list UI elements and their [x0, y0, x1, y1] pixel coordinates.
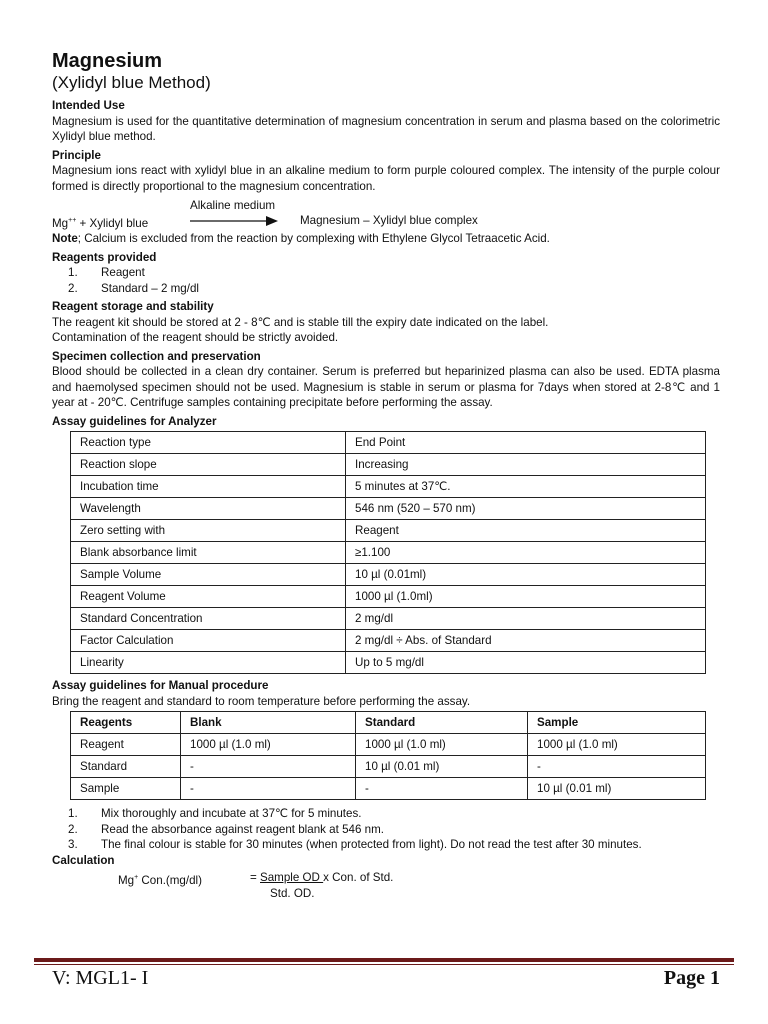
note-text: ; Calcium is excluded from the reaction by complexing with Ethylene Glycol Tetraacetic Acid. [77, 232, 550, 245]
page-subtitle: (Xylidyl blue Method) [52, 73, 211, 92]
specimen-text: Blood should be collected in a clean dry container. Serum is preferred but heparinized plasma can also be used. EDTA plasma and haemolysed specimen should not be used. Magnesium is stable in serum or plasma for 7days when stored at 2-8℃ and 1 year at - 20℃. Centrifuge samples containing precipitate before performing the assay. [52, 365, 720, 409]
reaction-equation [52, 196, 720, 230]
calculation-heading: Calculation [52, 853, 115, 867]
specimen-heading: Specimen collection and preservation [52, 349, 261, 363]
note [52, 231, 720, 247]
table-row: Reaction type End Point [71, 432, 706, 454]
reagents-provided-heading: Reagents provided [52, 250, 157, 264]
table-header-row: Reagents Blank Standard Sample [71, 712, 706, 734]
list-item: 1. Reagent [68, 266, 145, 279]
storage-line-1: The reagent kit should be stored at 2 - 8℃ and is stable till the expiry date indicated on the label. [52, 315, 549, 329]
page-title: Magnesium [52, 50, 163, 72]
storage-line-2: Contamination of the reagent should be strictly avoided. [52, 331, 339, 344]
calculation-formula [52, 868, 720, 904]
table-row: Sample Volume 10 µl (0.01ml) [71, 564, 706, 586]
table-row: Factor Calculation 2 mg/dl ÷ Abs. of Standard [71, 630, 706, 652]
table-row: Reagent 1000 µl (1.0 ml) 1000 µl (1.0 ml) 1000 µl (1.0 ml) [71, 734, 706, 756]
table-row: Blank absorbance limit ≥1.100 [71, 542, 706, 564]
principle-heading: Principle [52, 148, 101, 162]
table-row: Standard Concentration 2 mg/dl [71, 608, 706, 630]
analyzer-heading: Assay guidelines for Analyzer [52, 414, 217, 428]
manual-intro: Bring the reagent and standard to room temperature before performing the assay. [52, 694, 471, 708]
list-item: 3. The final colour is stable for 30 minutes (when protected from light). Do not read the test after 30 minutes. [68, 838, 642, 851]
reaction-condition: Alkaline medium [190, 199, 276, 212]
calc-denominator: Std. OD. [270, 887, 315, 900]
intended-use-heading: Intended Use [52, 99, 125, 112]
footer-rule-thin [34, 964, 734, 965]
procedure-steps [52, 806, 720, 853]
reactant-charge: ++ [68, 217, 77, 224]
reaction-product: Magnesium – Xylidyl blue complex [300, 214, 478, 227]
reactant-mg: Mg [52, 217, 69, 230]
footer-page-number: Page 1 [663, 967, 720, 989]
intended-use-text: Magnesium is used for the quantitative determination of magnesium concentration in serum and plasma based on the colorimetric Xylidyl blue method. [52, 114, 720, 143]
note-label: Note [52, 232, 78, 245]
list-item: 2. Read the absorbance against reagent blank at 546 nm. [68, 822, 384, 836]
reagents-provided-list [52, 265, 720, 296]
footer-rule [34, 958, 734, 962]
table-row: Standard - 10 µl (0.01 ml) - [71, 756, 706, 778]
analyzer-table [70, 431, 706, 674]
footer-version: V: MGL1- I [52, 967, 149, 989]
list-item: 2. Standard – 2 mg/dl [68, 281, 199, 295]
manual-table [70, 711, 706, 800]
storage-heading: Reagent storage and stability [52, 300, 214, 313]
calc-label: Mg+ Con.(mg/dl) [118, 874, 202, 887]
table-row: Incubation time 5 minutes at 37℃. [71, 476, 706, 498]
manual-heading: Assay guidelines for Manual procedure [52, 679, 269, 692]
table-row: Linearity Up to 5 mg/dl [71, 652, 706, 674]
table-row: Reaction slope Increasing [71, 454, 706, 476]
table-row: Zero setting with Reagent [71, 520, 706, 542]
table-row: Wavelength 546 nm (520 – 570 nm) [71, 498, 706, 520]
table-row: Reagent Volume 1000 µl (1.0ml) [71, 586, 706, 608]
principle-text: Magnesium ions react with xylidyl blue in an alkaline medium to form purple coloured complex. The intensity of the purple colour formed is directly proportional to the magnesium concentration. [52, 164, 720, 193]
list-item: 1. Mix thoroughly and incubate at 37℃ for 5 minutes. [68, 807, 362, 820]
reaction-arrow-icon [190, 214, 278, 228]
calc-numerator: = Sample OD x Con. of Std. [250, 871, 394, 884]
document-body [52, 50, 720, 904]
reactant-rest: + Xylidyl blue [76, 217, 149, 230]
table-row: Sample - - 10 µl (0.01 ml) [71, 778, 706, 800]
reaction-reactants [52, 213, 148, 232]
